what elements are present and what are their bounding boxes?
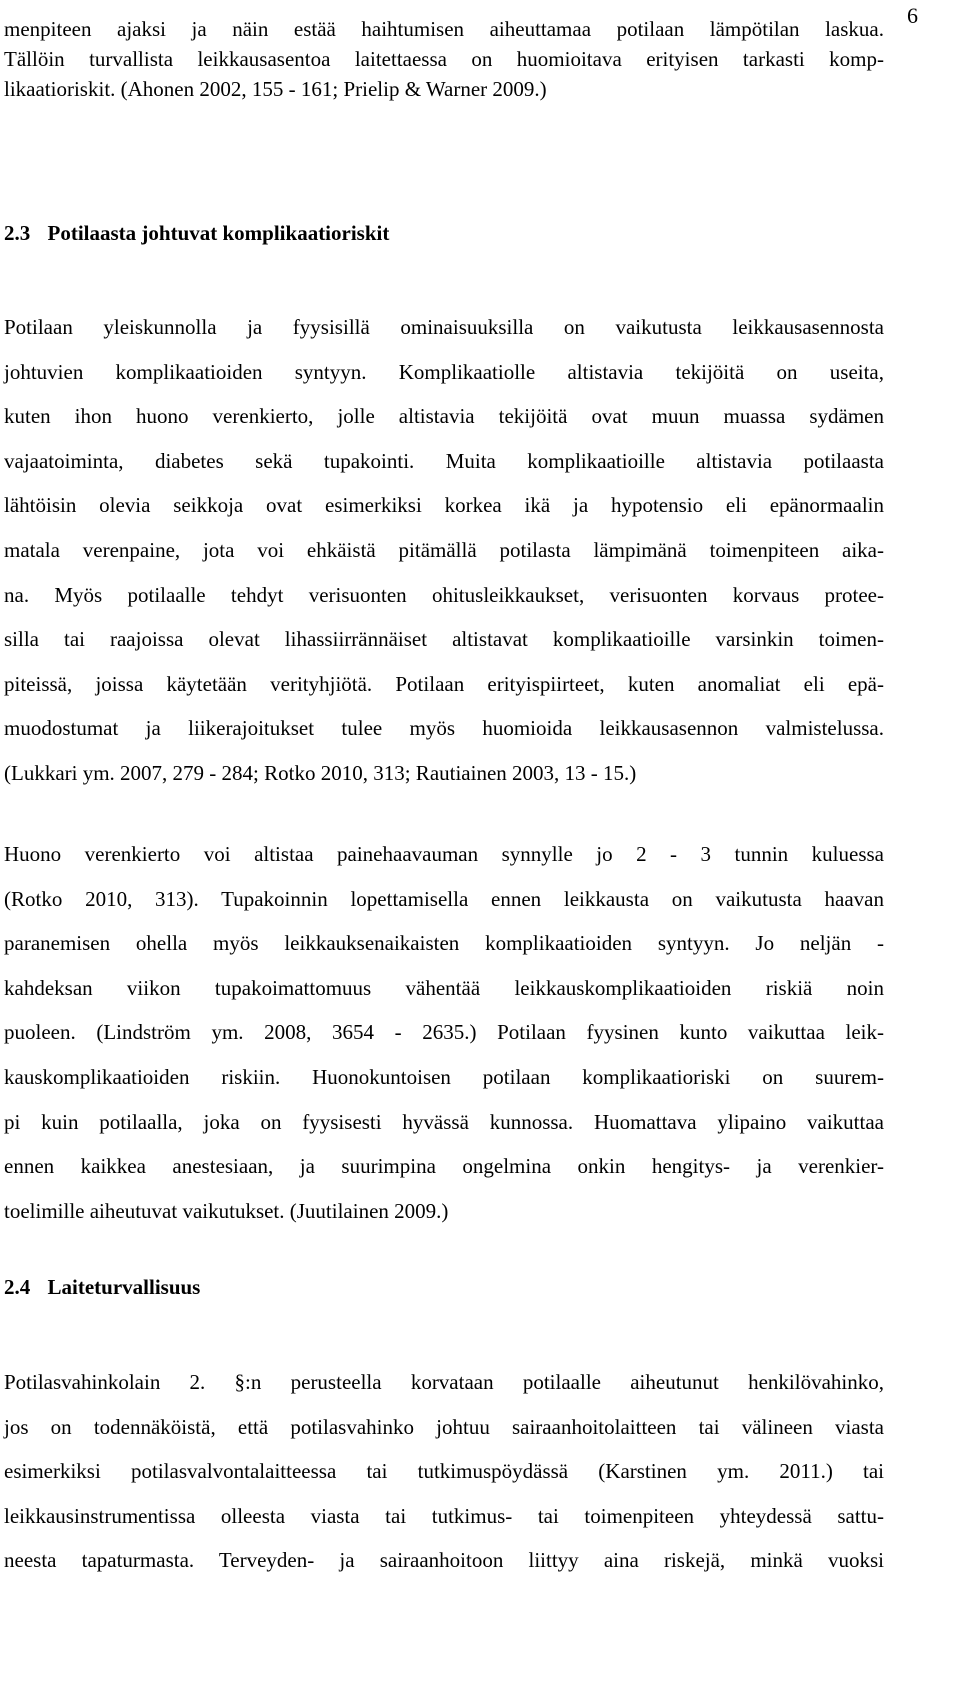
text-line: kauskomplikaatioiden riskiin. Huonokuntoisen potilaan komplikaatioriski on suurem- (4, 1064, 884, 1089)
text-line: johtuvien komplikaatioiden syntyyn. Komplikaatiolle altistavia tekijöitä on useita, (4, 359, 884, 384)
text-line: matala verenpaine, jota voi ehkäistä pitämällä potilasta lämpimänä toimenpiteen aika- (4, 537, 884, 562)
text-line: (Rotko 2010, 313). Tupakoinnin lopettamisella ennen leikkausta on vaikutusta haavan (4, 886, 884, 911)
text-line: menpiteen ajaksi ja näin estää haihtumisen aiheuttamaa potilaan lämpötilan laskua. (4, 17, 884, 41)
text-line: ennen kaikkea anestesiaan, ja suurimpina ongelmina onkin hengitys- ja verenkier- (4, 1154, 884, 1179)
text-line: puoleen. (Lindström ym. 2008, 3654 - 2635.) Potilaan fyysinen kunto vaikuttaa leik- (4, 1020, 884, 1045)
text-line: muodostumat ja liikerajoitukset tulee myös huomioida leikkausasennon valmistelussa. (4, 716, 884, 741)
text-line: Tällöin turvallista leikkausasentoa laitettaessa on huomioitava erityisen tarkasti komp- (4, 47, 884, 71)
section-title: Laiteturvallisuus (47, 1275, 201, 1299)
text-line: Huono verenkierto voi altistaa painehaavauman synnylle jo 2 - 3 tunnin kuluessa (4, 842, 884, 866)
section-number: 2.3 (4, 221, 31, 245)
text-line: piteissä, joissa käytetään verityhjiötä. Potilaan erityispiirteet, kuten anomaliat eli epä- (4, 671, 884, 696)
section-title: Potilaasta johtuvat komplikaatioriskit (47, 221, 390, 245)
paragraph-2-4 (4, 1360, 884, 1583)
text-line: vajaatoiminta, diabetes sekä tupakointi. Muita komplikaatioille altistavia potilaasta (4, 448, 884, 473)
text-line: likaatioriskit. (Ahonen 2002, 155 - 161; Prielip & Warner 2009.) (4, 77, 547, 101)
text-line: esimerkiksi potilasvalvontalaitteessa tai tutkimuspöydässä (Karstinen ym. 2011.) tai (4, 1459, 884, 1484)
text-line: pi kuin potilaalla, joka on fyysisesti hyvässä kunnossa. Huomattava ylipaino vaikuttaa (4, 1109, 884, 1134)
text-line: jos on todennäköistä, että potilasvahinko johtuu sairaanhoitolaitteen tai välineen viasta (4, 1414, 884, 1439)
page-number: 6 (907, 3, 918, 28)
text-line: Potilaan yleiskunnolla ja fyysisillä ominaisuuksilla on vaikutusta leikkausasennosta (4, 315, 884, 339)
text-line: toelimille aiheutuvat vaikutukset. (Juutilainen 2009.) (4, 1198, 449, 1223)
text-line: na. Myös potilaalle tehdyt verisuonten ohitusleikkaukset, verisuonten korvaus protee- (4, 582, 884, 607)
paragraph-2-3-b (4, 832, 884, 1233)
text-line: lähtöisin olevia seikkoja ovat esimerkiksi korkea ikä ja hypotensio eli epänormaalin (4, 493, 884, 518)
paragraph-2-3-a (4, 305, 884, 796)
text-line: Potilasvahinkolain 2. §:n perusteella korvataan potilaalle aiheutunut henkilövahinko, (4, 1370, 884, 1394)
text-line: kuten ihon huono verenkierto, jolle altistavia tekijöitä ovat muun muassa sydämen (4, 404, 884, 429)
paragraph-intro (4, 14, 884, 104)
text-line: leikkausinstrumentissa olleesta viasta tai tutkimus- tai toimenpiteen yhteydessä sattu- (4, 1503, 884, 1528)
text-line: paranemisen ohella myös leikkauksenaikaisten komplikaatioiden syntyyn. Jo neljän - (4, 931, 884, 956)
text-line: kahdeksan viikon tupakoimattomuus vähentää leikkauskomplikaatioiden riskiä noin (4, 975, 884, 1000)
section-number: 2.4 (4, 1275, 31, 1299)
text-line: (Lukkari ym. 2007, 279 - 284; Rotko 2010, 313; Rautiainen 2003, 13 - 15.) (4, 760, 637, 785)
text-line: neesta tapaturmasta. Terveyden- ja sairaanhoitoon liittyy aina riskejä, minkä vuoksi (4, 1548, 884, 1573)
text-line: silla tai raajoissa olevat lihassiirrännäiset altistavat komplikaatioille varsinkin toimen- (4, 627, 884, 652)
section-heading-2-4 (4, 1272, 200, 1302)
section-heading-2-3 (4, 218, 389, 248)
